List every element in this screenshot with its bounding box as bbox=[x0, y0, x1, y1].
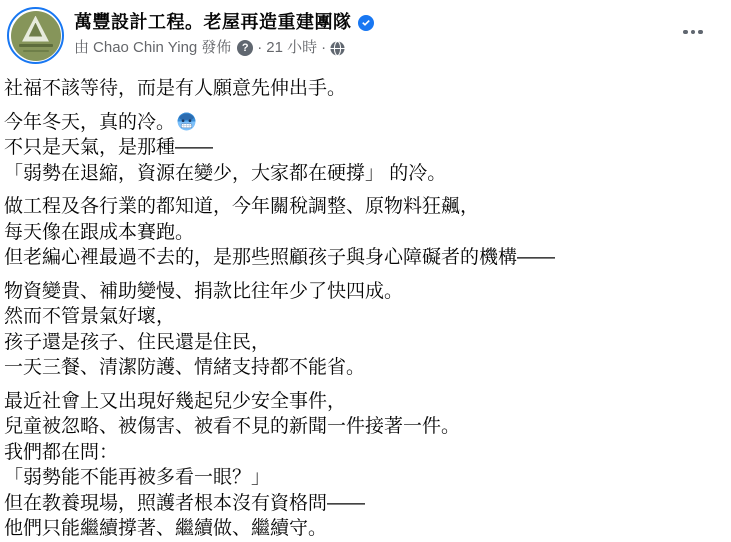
post-text-line: 社福不該等待，而是有人願意先伸出手。 bbox=[4, 78, 347, 99]
post-text-line: 但在教養現場，照護者根本沒有資格問—— bbox=[4, 492, 366, 514]
post-text-line: 孩子還是孩子、住民還是住民， bbox=[4, 331, 271, 353]
post-text-line: 物資變貴、補助變慢、捐款比往年少了快四成。 bbox=[4, 280, 404, 302]
post-text-line: 「弱勢在退縮，資源在變少，大家都在硬撐」 的冷。 bbox=[4, 162, 447, 184]
page-name[interactable]: 萬豐設計工程。老屋再造重建團隊 bbox=[74, 12, 352, 32]
byline-separator: · bbox=[257, 39, 263, 56]
author-name[interactable]: Chao Chin Ying bbox=[93, 39, 198, 56]
post-text-segment: 今年冬天，真的冷。 bbox=[4, 111, 176, 133]
post-text-line: 「弱勢能不能再被多看一眼？」 bbox=[4, 467, 271, 488]
more-dot bbox=[683, 30, 688, 35]
avatar-logo-text-band-2 bbox=[23, 50, 49, 52]
post-paragraph bbox=[4, 76, 715, 102]
post-text-line bbox=[4, 110, 715, 136]
post-header bbox=[0, 0, 731, 64]
page-avatar-logo bbox=[11, 11, 61, 61]
byline bbox=[74, 38, 374, 58]
post-text-line: 做工程及各行業的都知道，今年關稅調整、原物料狂飆， bbox=[4, 196, 480, 217]
byline-prefix: 由 bbox=[74, 39, 90, 56]
header-text bbox=[74, 7, 374, 58]
post-text-line: 我們都在問： bbox=[4, 441, 119, 463]
post-paragraph bbox=[4, 194, 715, 271]
byline-suffix: 發佈 bbox=[201, 39, 232, 56]
post-paragraph bbox=[4, 279, 715, 381]
more-dot bbox=[698, 30, 703, 35]
post-text-line: 不只是天氣，是那種—— bbox=[4, 137, 214, 158]
post-text-line: 然而不管景氣好壞， bbox=[4, 306, 176, 327]
verified-badge-icon bbox=[358, 15, 374, 31]
byline-separator-2: · bbox=[321, 39, 327, 56]
post-text-line: 一天三餐、清潔防護、情緒支持都不能省。 bbox=[4, 357, 366, 378]
more-dot bbox=[691, 30, 696, 35]
page-name-row bbox=[74, 10, 374, 34]
avatar-logo-text-band bbox=[19, 44, 53, 47]
globe-icon bbox=[330, 41, 345, 56]
post-paragraph bbox=[4, 110, 715, 187]
more-options-icon[interactable] bbox=[677, 18, 709, 46]
post-text bbox=[0, 64, 731, 542]
post-text-line: 他們只能繼續撐著、繼續做、繼續守。 bbox=[4, 518, 328, 539]
page-avatar[interactable] bbox=[7, 7, 64, 64]
post-text-line: 兒童被忽略、被傷害、被看不見的新聞一件接著一件。 bbox=[4, 416, 461, 437]
post-timestamp[interactable]: 21 小時 bbox=[266, 39, 318, 56]
post-text-line: 每天像在跟成本賽跑。 bbox=[4, 221, 195, 243]
cold-face-emoji bbox=[177, 112, 196, 131]
question-mark-icon[interactable]: ? bbox=[237, 40, 253, 56]
post-text-line: 但老編心裡最過不去的，是那些照顧孩子與身心障礙者的機構—— bbox=[4, 247, 556, 268]
post-paragraph bbox=[4, 389, 715, 542]
post-text-line: 最近社會上又出現好幾起兒少安全事件， bbox=[4, 390, 347, 412]
